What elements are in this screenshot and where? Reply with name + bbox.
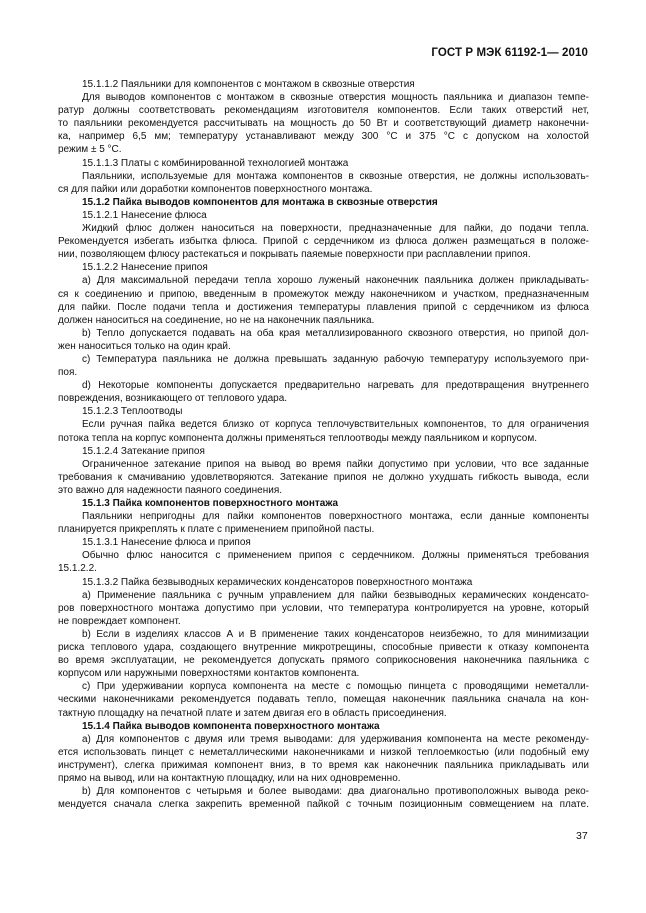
text-line: Рекомендуется избегать избытка флюса. Припой с сердечником из флюса должен размещаться в положе- [58,236,589,248]
text-line: Паяльники, используемые для монтажа компонентов в сквозные отверстия, не должны использовать- [82,170,589,182]
text-line: ка, например 6,5 мм; температуру устанавливают между 300 °С и 375 °С с допуском на холостой [58,131,589,143]
subclause-heading: 15.1.2.4 Затекание припоя [82,445,205,457]
document-body [58,78,589,811]
text-line: корпусом или наружными поверхностями контактов компонента. [58,668,360,680]
subclause-heading: 15.1.3.2 Пайка безвыводных керамических конденсаторов поверхностного монтажа [82,576,473,588]
text-line: ратур должны соответствовать рекомендациям изготовителя компонентов. Если таких отверстий нет, [58,105,589,117]
text-line: ся к соединению и припою, введенным в промежуток между наконечником и участком, предназначенным [58,288,589,300]
section-heading: 15.1.2 Пайка выводов компонентов для монтажа в сквозные отверстия [82,196,438,208]
text-line: ческими наконечниками рекомендуется подавать тепло, помещая наконечник паяльника сначала на кон- [58,694,589,706]
text-line: b) Для компонентов с четырьмя и более выводами: два диагонально противоположных вывода реко- [82,786,589,798]
text-line: b) Тепло допускается подавать на оба края металлизированного сквозного отверстия, но припой дол- [82,327,589,339]
text-line: ся для пайки или доработки компонентов поверхностного монтажа. [58,183,373,195]
text-line: d) Некоторые компоненты допускается предварительно нагревать для предотвращения внутреннего [82,380,589,392]
text-line: а) Применение паяльника с ручным управлением для пайки безвыводных керамических конденсато- [82,589,589,601]
text-line: Для выводов компонентов с монтажом в сквозные отверстия мощность паяльника и диапазон темпе- [82,92,589,104]
text-line: не повреждает компонент. [58,615,181,627]
text-line: Ограниченное затекание припоя на вывод во время пайки допустимо при условии, что все заданные [82,458,589,470]
text-line: Паяльники непригодны для пайки компонентов поверхностного монтажа, если данные компоненты [82,511,589,523]
text-line: 15.1.2.2. [58,563,97,575]
text-line: жен наноситься только на один край. [58,340,231,352]
text-line: планируется прикреплять к плате с применением припойной пасты. [58,524,375,536]
text-line: Жидкий флюс должен наноситься на поверхности, предназначенные для пайки, до подачи тепла. [82,223,589,235]
text-line: требования к смачиванию удовлетворяются. Затекание припоя не должно ухудшать гибкость вывода, если [58,471,589,483]
page-number: 37 [576,830,588,842]
text-line: это важно для надежности паяного соединения. [58,484,283,496]
text-line: с) Температура паяльника не должна превышать заданную рабочую температуру используемого при- [82,353,589,365]
subclause-heading: 15.1.2.3 Теплоотводы [82,406,183,418]
text-line: тактную площадку на печатной плате и затем двигая его в область присоединения. [58,707,447,719]
text-line: прямо на вывод, или на контактную площадку, или на них одновременно. [58,772,401,784]
text-line: режим ± 5 °С. [58,144,122,156]
text-line: ров поверхностного монтажа допустимо при условии, что температура контролируется на уровне, который [58,602,589,614]
text-line: нии, позволяющем флюсу растекаться и покрывать паяемые поверхности при расплавлении припоя. [58,249,531,261]
text-line: повреждения, возникающего от теплового удара. [58,393,288,405]
section-heading: 15.1.3 Пайка компонентов поверхностного монтажа [82,498,339,509]
text-line: мендуется сначала слегка закрепить временной пайкой с точным позиционным совмещением на плате. [58,799,589,811]
text-line: то паяльники рекомендуется рассчитывать на мощность до 50 Вт и соответствующий диаметр наконечни- [58,118,589,130]
text-line: ется использовать пинцет с неметаллическими наконечниками и низкой теплоемкостью (или подобный ему [58,746,589,758]
text-line: b) Если в изделиях классов А и В применение таких конденсаторов неизбежно, то для минимизации [82,628,589,640]
text-line: риска теплового удара, создающего внутренние микротрещины, способные привести к отказу компонента [58,642,589,654]
text-line: инструмент), слегка прижимая компонент вниз, в то время как наконечник паяльника прикладывать или [58,759,589,771]
section-heading: 15.1.4 Пайка выводов компонента поверхностного монтажа [82,720,380,732]
text-line: Если ручная пайка ведется близко от корпуса теплочувствительных компонентов, то для ограничения [82,419,589,431]
document-header: ГОСТ Р МЭК 61192-1— 2010 [431,47,588,59]
text-line: во время эксплуатации, не рекомендуется допускать прямого соприкосновения наконечника паяльника с [58,655,589,667]
subclause-heading: 15.1.2.1 Нанесение флюса [82,209,207,221]
subclause-heading: 15.1.1.2 Паяльники для компонентов с монтажом в сквозные отверстия [82,79,415,90]
subclause-heading: 15.1.3.1 Нанесение флюса и припоя [82,537,251,549]
text-line: а) Для максимальной передачи тепла хорошо луженый наконечник паяльника должен прикладывать- [82,275,589,287]
text-line: а) Для компонентов с двумя или тремя выводами: для удерживания компонента на месте рекоменду- [82,733,589,745]
text-line: для пайки. После подачи тепла и достижения температуры плавления припой с сердечником из флюса [58,301,589,313]
text-line: поя. [58,367,78,379]
subclause-heading: 15.1.1.3 Платы с комбинированной технологией монтажа [82,157,349,169]
subclause-heading: 15.1.2.2 Нанесение припоя [82,262,208,274]
text-line: потока тепла на корпус компонента должны применяться теплоотводы между паяльником и корпусом. [58,432,538,444]
text-line: с) При удерживании корпуса компонента на месте с помощью пинцета с проводящими неметалли- [82,681,589,693]
text-line: должен наноситься на соединение, но не на наконечник паяльника. [58,314,375,326]
text-line: Обычно флюс наносится с применением припоя с сердечником. Должны применяться требования [82,550,589,562]
